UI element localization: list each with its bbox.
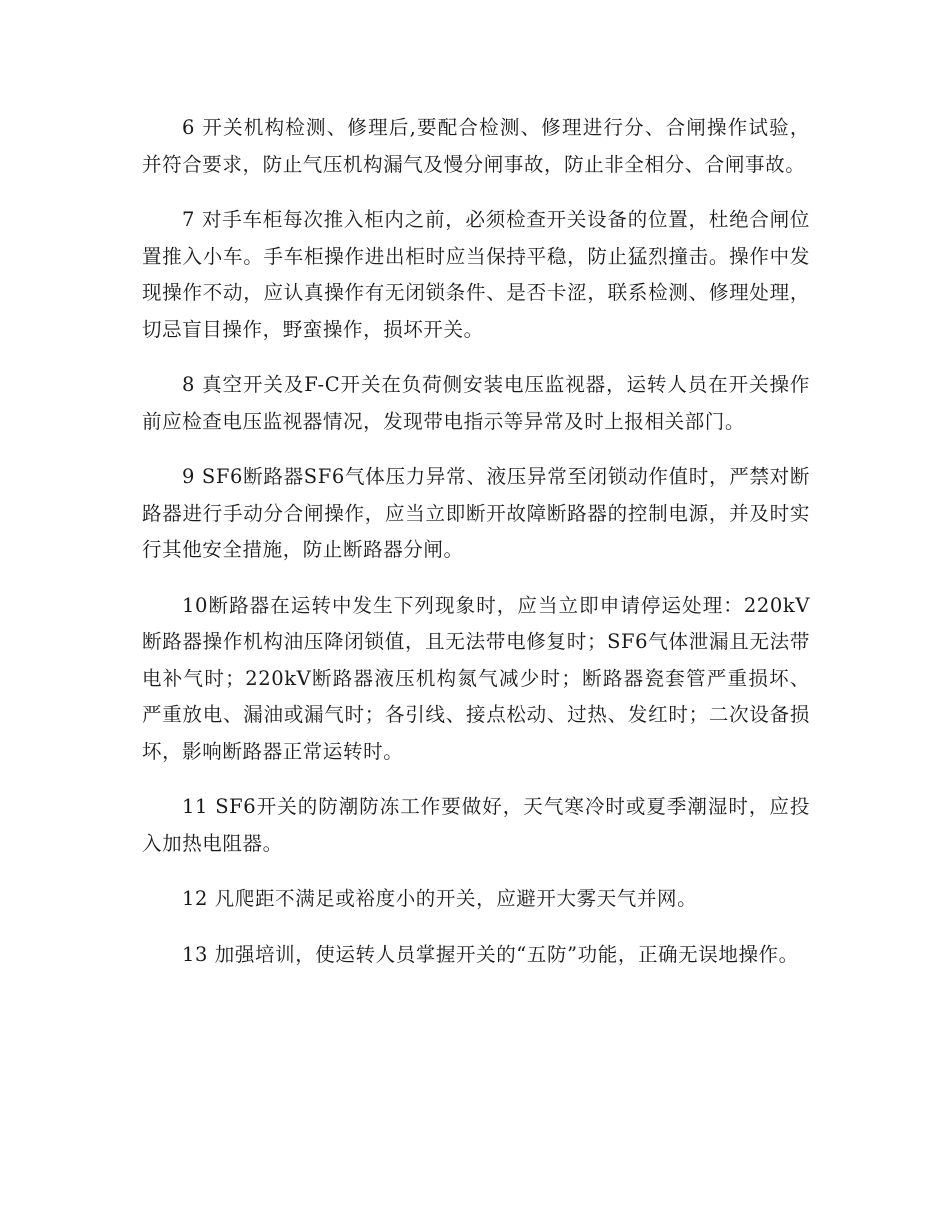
paragraph-item-6: 6 开关机构检测、修理后,要配合检测、修理进行分、合闸操作试验，并符合要求，防止气压机构漏气及慢分闸事故，防止非全相分、合闸事故。 [142, 116, 810, 176]
paragraph-item-8: 8 真空开关及F-C开关在负荷侧安装电压监视器，运转人员在开关操作前应检查电压监视器情况，发现带电指示等异常及时上报相关部门。 [142, 373, 810, 433]
document-body [142, 110, 810, 992]
paragraph-item-10: 10断路器在运转中发生下列现象时，应当立即申请停运处理：220kV断路器操作机构油压降闭锁值，且无法带电修复时；SF6气体泄漏且无法带电补气时；220kV断路器液压机构氮气减少时；断路器瓷套管严重损坏、严重放电、漏油或漏气时；各引线、接点松动、过热、发红时；二次设备损坏，影响断路器正常运转时。 [142, 593, 810, 763]
paragraph-item-7: 7 对手车柜每次推入柜内之前，必须检查开关设备的位置，杜绝合闸位置推入小车。手车柜操作进出柜时应当保持平稳，防止猛烈撞击。操作中发现操作不动，应认真操作有无闭锁条件、是否卡涩，联系检测、修理处理，切忌盲目操作，野蛮操作，损坏开关。 [142, 208, 810, 341]
paragraph-item-11: 11 SF6开关的防潮防冻工作要做好，天气寒冷时或夏季潮湿时，应投入加热电阻器。 [142, 795, 810, 855]
paragraph-item-9: 9 SF6断路器SF6气体压力异常、液压异常至闭锁动作值时，严禁对断路器进行手动分合闸操作，应当立即断开故障断路器的控制电源，并及时实行其他安全措施，防止断路器分闸。 [142, 465, 810, 561]
paragraph-item-12: 12 凡爬距不满足或裕度小的开关，应避开大雾天气并网。 [182, 887, 698, 910]
paragraph-item-13: 13 加强培训，使运转人员掌握开关的“五防”功能，正确无误地操作。 [182, 942, 799, 966]
